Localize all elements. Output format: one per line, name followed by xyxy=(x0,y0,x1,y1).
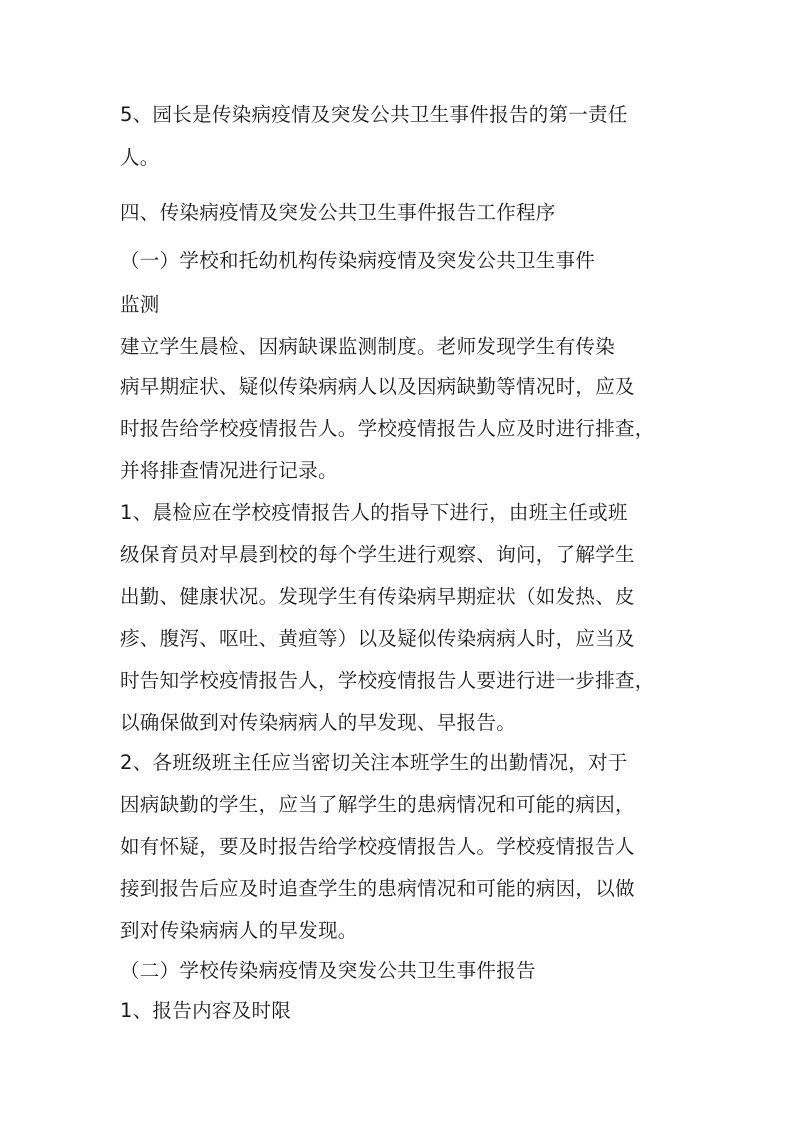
text-line: 人。 xyxy=(120,146,160,169)
text-line: 5、园长是传染病疫情及突发公共卫生事件报告的第一责任 xyxy=(120,103,628,126)
text-line: 出勤、健康状况。发现学生有传染病早期症状（如发热、皮 xyxy=(120,585,635,608)
text-line: 1、晨检应在学校疫情报告人的指导下进行，由班主任或班 xyxy=(120,501,628,524)
text-line: 时告知学校疫情报告人，学校疫情报告人要进行进一步排查， xyxy=(120,669,655,692)
text-line: 时报告给学校疫情报告人。学校疫情报告人应及时进行排查， xyxy=(120,417,655,440)
text-line: 1、报告内容及时限 xyxy=(120,999,292,1022)
text-line: 到对传染病病人的早发现。 xyxy=(120,919,358,942)
text-line: 病早期症状、疑似传染病病人以及因病缺勤等情况时，应及 xyxy=(120,375,635,398)
section-heading: 四、传染病疫情及突发公共卫生事件报告工作程序 xyxy=(120,201,556,224)
subsection-heading: 监测 xyxy=(120,293,160,316)
subsection-heading: （二）学校传染病疫情及突发公共卫生事件报告 xyxy=(120,959,536,982)
text-line: 因病缺勤的学生，应当了解学生的患病情况和可能的病因， xyxy=(120,793,635,816)
text-line: 并将排查情况进行记录。 xyxy=(120,459,338,482)
text-line: 接到报告后应及时追查学生的患病情况和可能的病因，以做 xyxy=(120,877,635,900)
text-line: 建立学生晨检、因病缺课监测制度。老师发现学生有传染 xyxy=(120,335,616,358)
text-line: 级保育员对早晨到校的每个学生进行观察、询问，了解学生 xyxy=(120,543,635,566)
text-line: 疹、腹泻、呕吐、黄疸等）以及疑似传染病病人时，应当及 xyxy=(120,627,635,650)
text-line: 如有怀疑，要及时报告给学校疫情报告人。学校疫情报告人 xyxy=(120,835,635,858)
subsection-heading: （一）学校和托幼机构传染病疫情及突发公共卫生事件 xyxy=(120,249,596,272)
text-line: 以确保做到对传染病病人的早发现、早报告。 xyxy=(120,711,517,734)
text-line: 2、各班级班主任应当密切关注本班学生的出勤情况，对于 xyxy=(120,751,628,774)
